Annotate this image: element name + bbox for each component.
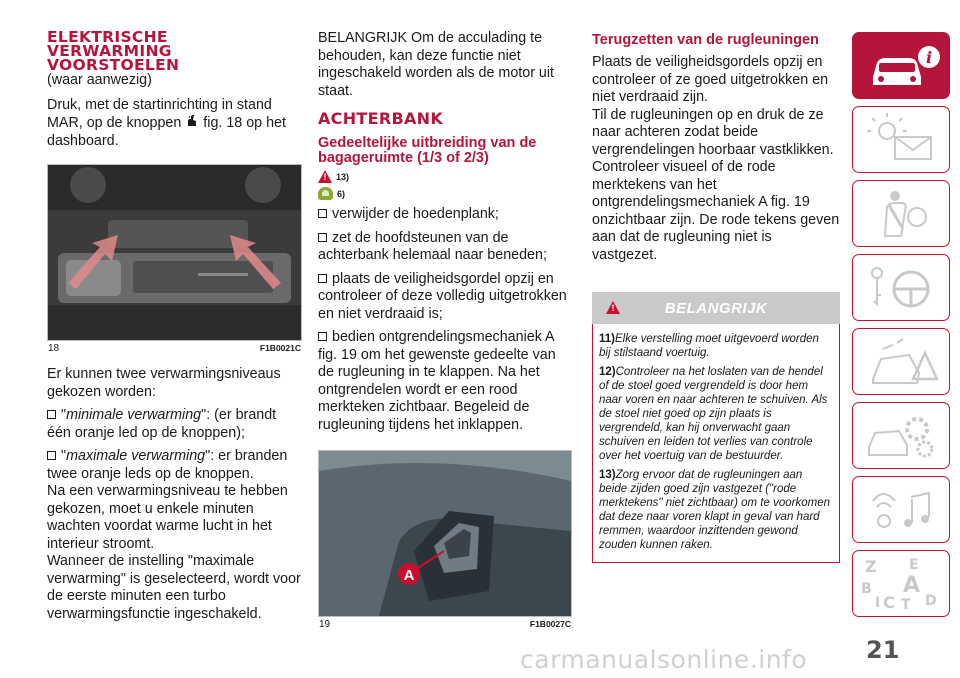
multimedia-icon: [853, 477, 951, 544]
seatbelt-airbag-icon: [853, 181, 951, 248]
index-letter: C: [883, 593, 895, 612]
list-item: [318, 329, 573, 434]
list-item: [47, 448, 302, 483]
note-text: Elke verstelling moet uitgevoerd worden bij stilstaand voertuig.: [599, 333, 819, 359]
important-banner: [592, 292, 840, 324]
section-heading-rear-seat: ACHTERBANK: [318, 109, 444, 128]
text: plaats de veiligheidsgordel opzij en controleer of deze volledig uitgetrokken en niet verdraaid is;: [318, 270, 567, 322]
environment-ref-number: 6): [337, 188, 346, 199]
callout-label-a: A: [403, 567, 415, 584]
index-letter: I: [875, 595, 881, 611]
figure-caption: [318, 617, 572, 630]
checkbox-bullet-icon: [318, 332, 327, 341]
figure-number: 19: [319, 619, 331, 630]
italic-term: minimale verwarming: [66, 407, 202, 423]
section-heading-heated-seats: [47, 30, 302, 72]
heading-line: VERWARMING: [47, 42, 172, 60]
tab-emergency[interactable]: [852, 328, 950, 395]
index-letter: Z: [865, 557, 877, 576]
index-letter: D: [925, 593, 937, 609]
quote: ": [61, 407, 67, 423]
checkbox-bullet-icon: [47, 451, 56, 460]
environment-icon: [318, 187, 333, 200]
warning-ref-number: 13): [336, 171, 350, 182]
column-2: [318, 30, 573, 630]
emergency-triangle-car-icon: [853, 329, 951, 396]
list-item: [318, 206, 573, 224]
index-letter: T: [901, 597, 911, 613]
warning-reference: [318, 170, 573, 183]
text: zet de hoofdsteunen van de achterbank helemaal naar beneden;: [318, 229, 547, 263]
paragraph: Er kunnen twee verwarmingsniveaus gekozen worden:: [47, 366, 281, 400]
tab-dashboard-lights[interactable]: [852, 106, 950, 173]
seat-heater-icon: [185, 114, 199, 128]
paragraph: Plaats de veiligheidsgordels opzij en controleer of ze goed uitgetrokken en niet verdraaid zijn.: [592, 54, 829, 105]
paragraph: Til de rugleuningen op en druk de ze naar achteren zodat beide vergrendelingen hoorbaar vastklikken.: [592, 106, 834, 158]
index-letter: B: [861, 581, 872, 597]
list-item: [318, 271, 573, 324]
text: ": (er brandt één oranje led op de knoppen);: [47, 407, 277, 441]
tab-safety[interactable]: [852, 180, 950, 247]
quote: ": [61, 448, 67, 464]
column-3: [592, 33, 840, 563]
tab-vehicle-info[interactable]: [852, 32, 950, 99]
figure-code: F1B0027C: [529, 619, 571, 629]
tab-multimedia[interactable]: [852, 476, 950, 543]
car-info-icon: [853, 33, 951, 100]
list-item: [318, 230, 573, 265]
checkbox-bullet-icon: [318, 233, 327, 242]
note-item: [599, 468, 833, 552]
figure-number: 18: [48, 343, 60, 354]
index-letter: E: [909, 557, 919, 573]
note-number: 13): [599, 469, 616, 481]
list-item: [47, 407, 302, 442]
note-item: [599, 332, 833, 360]
text: fig. 18 op het dashboard.: [47, 115, 286, 149]
note-text: Controleer na het loslaten van de hendel of de stoel goed vergrendeld is door hem naar voren en naar achteren te schuiven. Als de stoel niet goed op zijn plaats is vergrendeld, kan hij onverwacht gaan schuiven en leiden tot verlies van controle over het voertuig van de bestuurder.: [599, 366, 828, 462]
subsection-heading: Terugzetten van de rugleuningen: [592, 32, 819, 48]
tab-index[interactable]: [852, 550, 950, 617]
car-gears-icon: [853, 403, 951, 470]
svg-text:i: i: [925, 48, 933, 67]
paragraph: [47, 97, 302, 151]
note-item: [599, 365, 833, 463]
subtitle: (waar aanwezig): [47, 72, 152, 88]
figure-19: [318, 450, 572, 617]
warning-triangle-icon: !: [318, 170, 332, 183]
page-number: 21: [866, 636, 900, 664]
index-letter: A: [903, 573, 921, 598]
text: bedien ontgrendelingsmechaniek A fig. 19 om het gewenste gedeelte van de rugleuning in te klappen. Na het ontgrendelen wordt er een rood merkteken zichtbaar. Begeleid de rugleuning tijdens het inklappen.: [318, 329, 556, 433]
text: ": er branden twee oranje leds op de knoppen.: [47, 448, 288, 482]
text: verwijder de hoedenplank;: [332, 206, 499, 222]
key-steering-wheel-icon: [853, 255, 951, 322]
note-number: 11): [599, 333, 615, 345]
warning-triangle-icon: !: [606, 301, 620, 314]
figure-caption: [47, 341, 302, 354]
paragraph: BELANGRIJK Om de acculading te behouden, kan deze functie niet ingeschakeld worden als de motor uit staat.: [318, 30, 555, 99]
heading-line: ELEKTRISCHE: [47, 28, 168, 46]
text: Druk, met de startinrichting in stand MAR, op de knoppen: [47, 96, 272, 131]
checkbox-bullet-icon: [47, 410, 56, 419]
checkbox-bullet-icon: [318, 209, 327, 218]
warning-notes: [592, 324, 840, 563]
paragraph: Wanneer de instelling "maximale verwarming" is geselecteerd, wordt voor de eerste minuten een turbo verwarmingsfunctie ingeschakeld.: [47, 553, 301, 622]
alphabet-index-icon: [853, 551, 951, 618]
watermark: carmanualsonline.info: [520, 645, 808, 674]
note-number: 12): [599, 366, 616, 378]
checkbox-bullet-icon: [318, 274, 327, 283]
figure-code: F1B0021C: [259, 343, 301, 353]
column-1: [47, 30, 302, 623]
paragraph: Na een verwarmingsniveau te hebben gekozen, moet u enkele minuten wachten voordat warme lucht in het interieur stroomt.: [47, 483, 288, 552]
note-text: Zorg ervoor dat de rugleuningen aan beide zijden goed zijn vastgezet ("rode merktekens" niet zichtbaar) om te voorkomen dat deze naar voren klapt in geval van hard remmen, waardoor inzittenden gewond zouden kunnen raken.: [599, 469, 830, 551]
dashboard-photo: [48, 165, 301, 340]
tab-starting-driving[interactable]: [852, 254, 950, 321]
figure-18: [47, 164, 302, 341]
paragraph: Controleer visueel of de rode merktekens van het ontgrendelingsmechaniek A fig. 19 onzichtbaar zijn. De rode tekens geven aan dat de rugleuning niet is vastgezet.: [592, 159, 840, 263]
banner-title: BELANGRIJK: [664, 299, 768, 317]
seat-release-photo: [319, 451, 571, 616]
environment-reference: [318, 187, 573, 200]
subsection-heading: Gedeeltelijke uitbreiding van de bagageruimte (1/3 of 2/3): [318, 135, 537, 166]
tab-maintenance[interactable]: [852, 402, 950, 469]
italic-term: maximale verwarming: [66, 448, 206, 464]
heading-line: VOORSTOELEN: [47, 56, 180, 74]
warning-light-message-icon: [853, 107, 951, 174]
